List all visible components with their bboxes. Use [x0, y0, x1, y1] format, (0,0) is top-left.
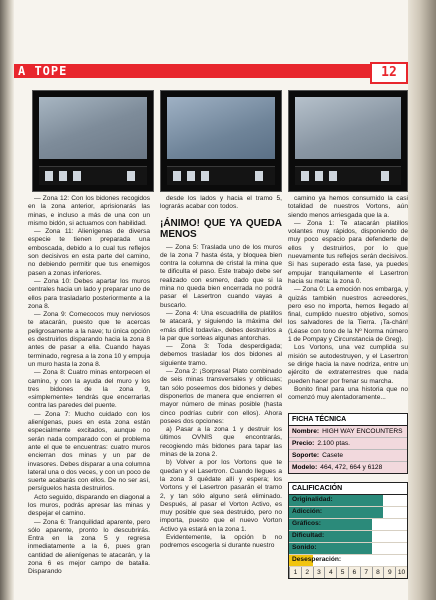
rating-label: Gráficos:: [292, 520, 321, 527]
paragraph: Evidentemente, la opción b no podremos escogerla si durante nuestro: [160, 533, 282, 550]
game-screenshot-1: [32, 90, 154, 192]
game-screenshot-3: [288, 90, 408, 192]
scale-tick: 4: [324, 567, 336, 578]
rating-row: [289, 531, 407, 543]
scale-tick: 8: [372, 567, 384, 578]
rating-title: CALIFICACIÓN: [289, 483, 407, 495]
article-column-2: [160, 195, 282, 551]
paragraph: Los Vortons, una vez cumplida su misión se autodestruyen, y el Lasertron se dirige hacia la nave nodriza, entre un ejército de extraterrestres que nada pueden hacer por frenar su marcha.: [288, 344, 408, 385]
rating-scale: [289, 567, 407, 578]
paragraph: desde los lados y hacia el tramo 5, lograrás acabar con todos.: [160, 195, 282, 211]
tech-spec-row: Modelo: 464, 472, 664 y 6128: [289, 462, 407, 473]
page-edge: [408, 0, 436, 600]
paragraph: — Zona 11: Alienígenas de diversa especie te tienen preparada una emboscada, debido a lo cual tus reflejos son decisivos en esta parte del camino, no debiendo permitir que tus enemigos pasen a zonas inferiores.: [28, 228, 150, 277]
rating-box: [288, 482, 408, 579]
page-number: 12: [370, 62, 408, 84]
tech-spec-row: Nombre: HIGH WAY ENCOUNTERS: [289, 426, 407, 438]
scale-tick: 5: [336, 567, 348, 578]
tech-spec-row: Precio: 2.100 ptas.: [289, 438, 407, 450]
rating-label: Desesperación:: [292, 556, 342, 563]
paragraph: — Zona 6: Tranquilidad aparente, pero sólo aparente, pronto lo descubrirás. Entra en la zona 5 y regresa inmediatamente a la 6, pues gran cantidad de alienígenas te atacarán, y la zona 6 es mejor campo de batalla. Disparando: [28, 518, 150, 576]
rating-row: [289, 507, 407, 519]
rating-label: Originalidad:: [292, 496, 333, 503]
scale-tick: 3: [313, 567, 325, 578]
paragraph: — Zona 8: Cuatro minas entorpecen el camino, y con la ayuda del muro y los tres bidones de la zona 9, «simplemente» tendrás que encerrarlas contra las paredes del puente.: [28, 369, 150, 410]
rating-label: Dificultad:: [292, 532, 325, 539]
tech-spec-title: FICHA TÉCNICA: [289, 414, 407, 426]
page-gutter: [0, 0, 14, 600]
section-title: A TOPE: [18, 64, 68, 78]
paragraph: — Zona 0: La emoción nos embarga, y quizás también nuestros acreedores, pero eso no importa, hemos llegado al final, cumplido nuestro objetivo, somos los salvadores de la Tierra. ¡Ta-chán! (Léase con tono de la Nº Norma número 1 de Pompay y Circunstancia de Greg).: [288, 286, 408, 344]
scale-tick: 9: [383, 567, 395, 578]
rating-row: [289, 555, 407, 567]
paragraph: — Zona 1: Te atacarán platillos volantes muy rápidos, disponiendo de muy poco espacio para defenderte de ellos y destruirlos, por lo que nuevamente tus reflejos serán decisivos. Si has superado esta fase, ya puedes empujar tranquilamente el Lasertron hacia su meta: la zona 0.: [288, 219, 408, 285]
section-header-bar: [14, 64, 408, 78]
paragraph: — Zona 4: Una escuadrilla de platillos te atacará, y siguiendo la máxima del «más difícil todavía», debes destruirlos a la par que sorteas algunas antorchas.: [160, 309, 282, 342]
paragraph: — Zona 3: Toda desperdigada; debemos trasladar los dos bidones al siguiente tramo.: [160, 343, 282, 367]
article-column-3: [288, 195, 408, 402]
scale-tick: 1: [289, 567, 301, 578]
rating-label: Adicción:: [292, 508, 323, 515]
paragraph: — Zona 5: Traslada uno de los muros de la zona 7 hasta ésta, y bloquea bien contra la columna de cristal la mina que te dificulta el paso. Este trabajo debe ser realizado con esmero, dado que si la mina no queda bien encerrada no podrá pasar el Lasertron cuando vayas a buscarlo.: [160, 243, 282, 309]
article-column-1: [28, 195, 150, 577]
scale-tick: 6: [348, 567, 360, 578]
paragraph: — Zona 9: Comecocos muy nerviosos te atacarán, puesto que te acercas peligrosamente a la nave; tu única opción es destruirlos disparando hacia la zona 8 antes de pasar a ella. Cuando hayas terminado, regresa a la zona 10 y empuja un muro hasta la zona 8.: [28, 311, 150, 368]
rating-row: [289, 543, 407, 555]
paragraph: Bonito final para una historia que no comenzó muy alentadoramente...: [288, 385, 408, 402]
game-screenshot-2: [160, 90, 282, 192]
paragraph: — Zona 2: ¡Sorpresa! Plato combinado de seis minas transversales y oblicuas; tan sólo poseemos dos bidones y debes disponerlos de manera que encierren el mayor número de minas posible (hasta cinco podrías cubrir con ellos). Ahora posees dos opciones:: [160, 368, 282, 425]
paragraph: a) Pasar a la zona 1 y destruir los últimos OVNIS que encontrarás, recogiendo más bidones para tapar las minas de la zona 2.: [160, 426, 282, 459]
section-heading: ¡ÁNIMO! QUE YA QUEDA MENOS: [160, 217, 282, 240]
scale-tick: 2: [301, 567, 313, 578]
rating-row: [289, 519, 407, 531]
paragraph: camino ya hemos consumido la casi totalidad de nuestros Vortons, aún siendo menos arriesgada que la a.: [288, 195, 408, 219]
paragraph: Acto seguido, disparando en diagonal a los muros, podrás apresar las minas y despejar el camino.: [28, 493, 150, 518]
paragraph: — Zona 10: Debes apartar los muros centrales hacia un lado y preparar uno de ellos para trasladarlo posteriormente a la zona 8.: [28, 277, 150, 310]
scale-tick: 7: [360, 567, 372, 578]
paragraph: — Zona 12: Con los bidones recogidos en la zona anterior, aprisionarás las minas, e incluso a más de una con un mismo bidón, si actuamos con habilidad.: [28, 195, 150, 227]
paragraph: b) Volver a por los Vortons que te quedan y el Lasertron. Cuando llegues a la zona 3 quédate allí y espera; los Vortons y el Lasertron pasarán el tramo 2, y tan sólo alguno será eliminado. Después, al pasar el Vorton Activo, es muy posible que sea destruido, pero no importa, puesto que el nuevo Vorton Activo ya estará en la zona 1.: [160, 459, 282, 533]
rating-row: [289, 495, 407, 507]
tech-spec-row: Soporte: Casete: [289, 450, 407, 462]
tech-spec-box: [288, 413, 408, 474]
paragraph: — Zona 7: Mucho cuidado con los alienígenas, pues en esta zona están especialmente excitados, aunque no serán nada comparado con el problema ante el que te encuentras: cuatro muros encierran dos minas y un par de invasores. Debes disparar a una columna lateral una o dos veces, y con un poco de suerte acabarás con ellos. De no ser así, persíguelos hasta destruirlos.: [28, 410, 150, 493]
rating-label: Sonido:: [292, 544, 317, 551]
scale-tick: 10: [395, 567, 407, 578]
